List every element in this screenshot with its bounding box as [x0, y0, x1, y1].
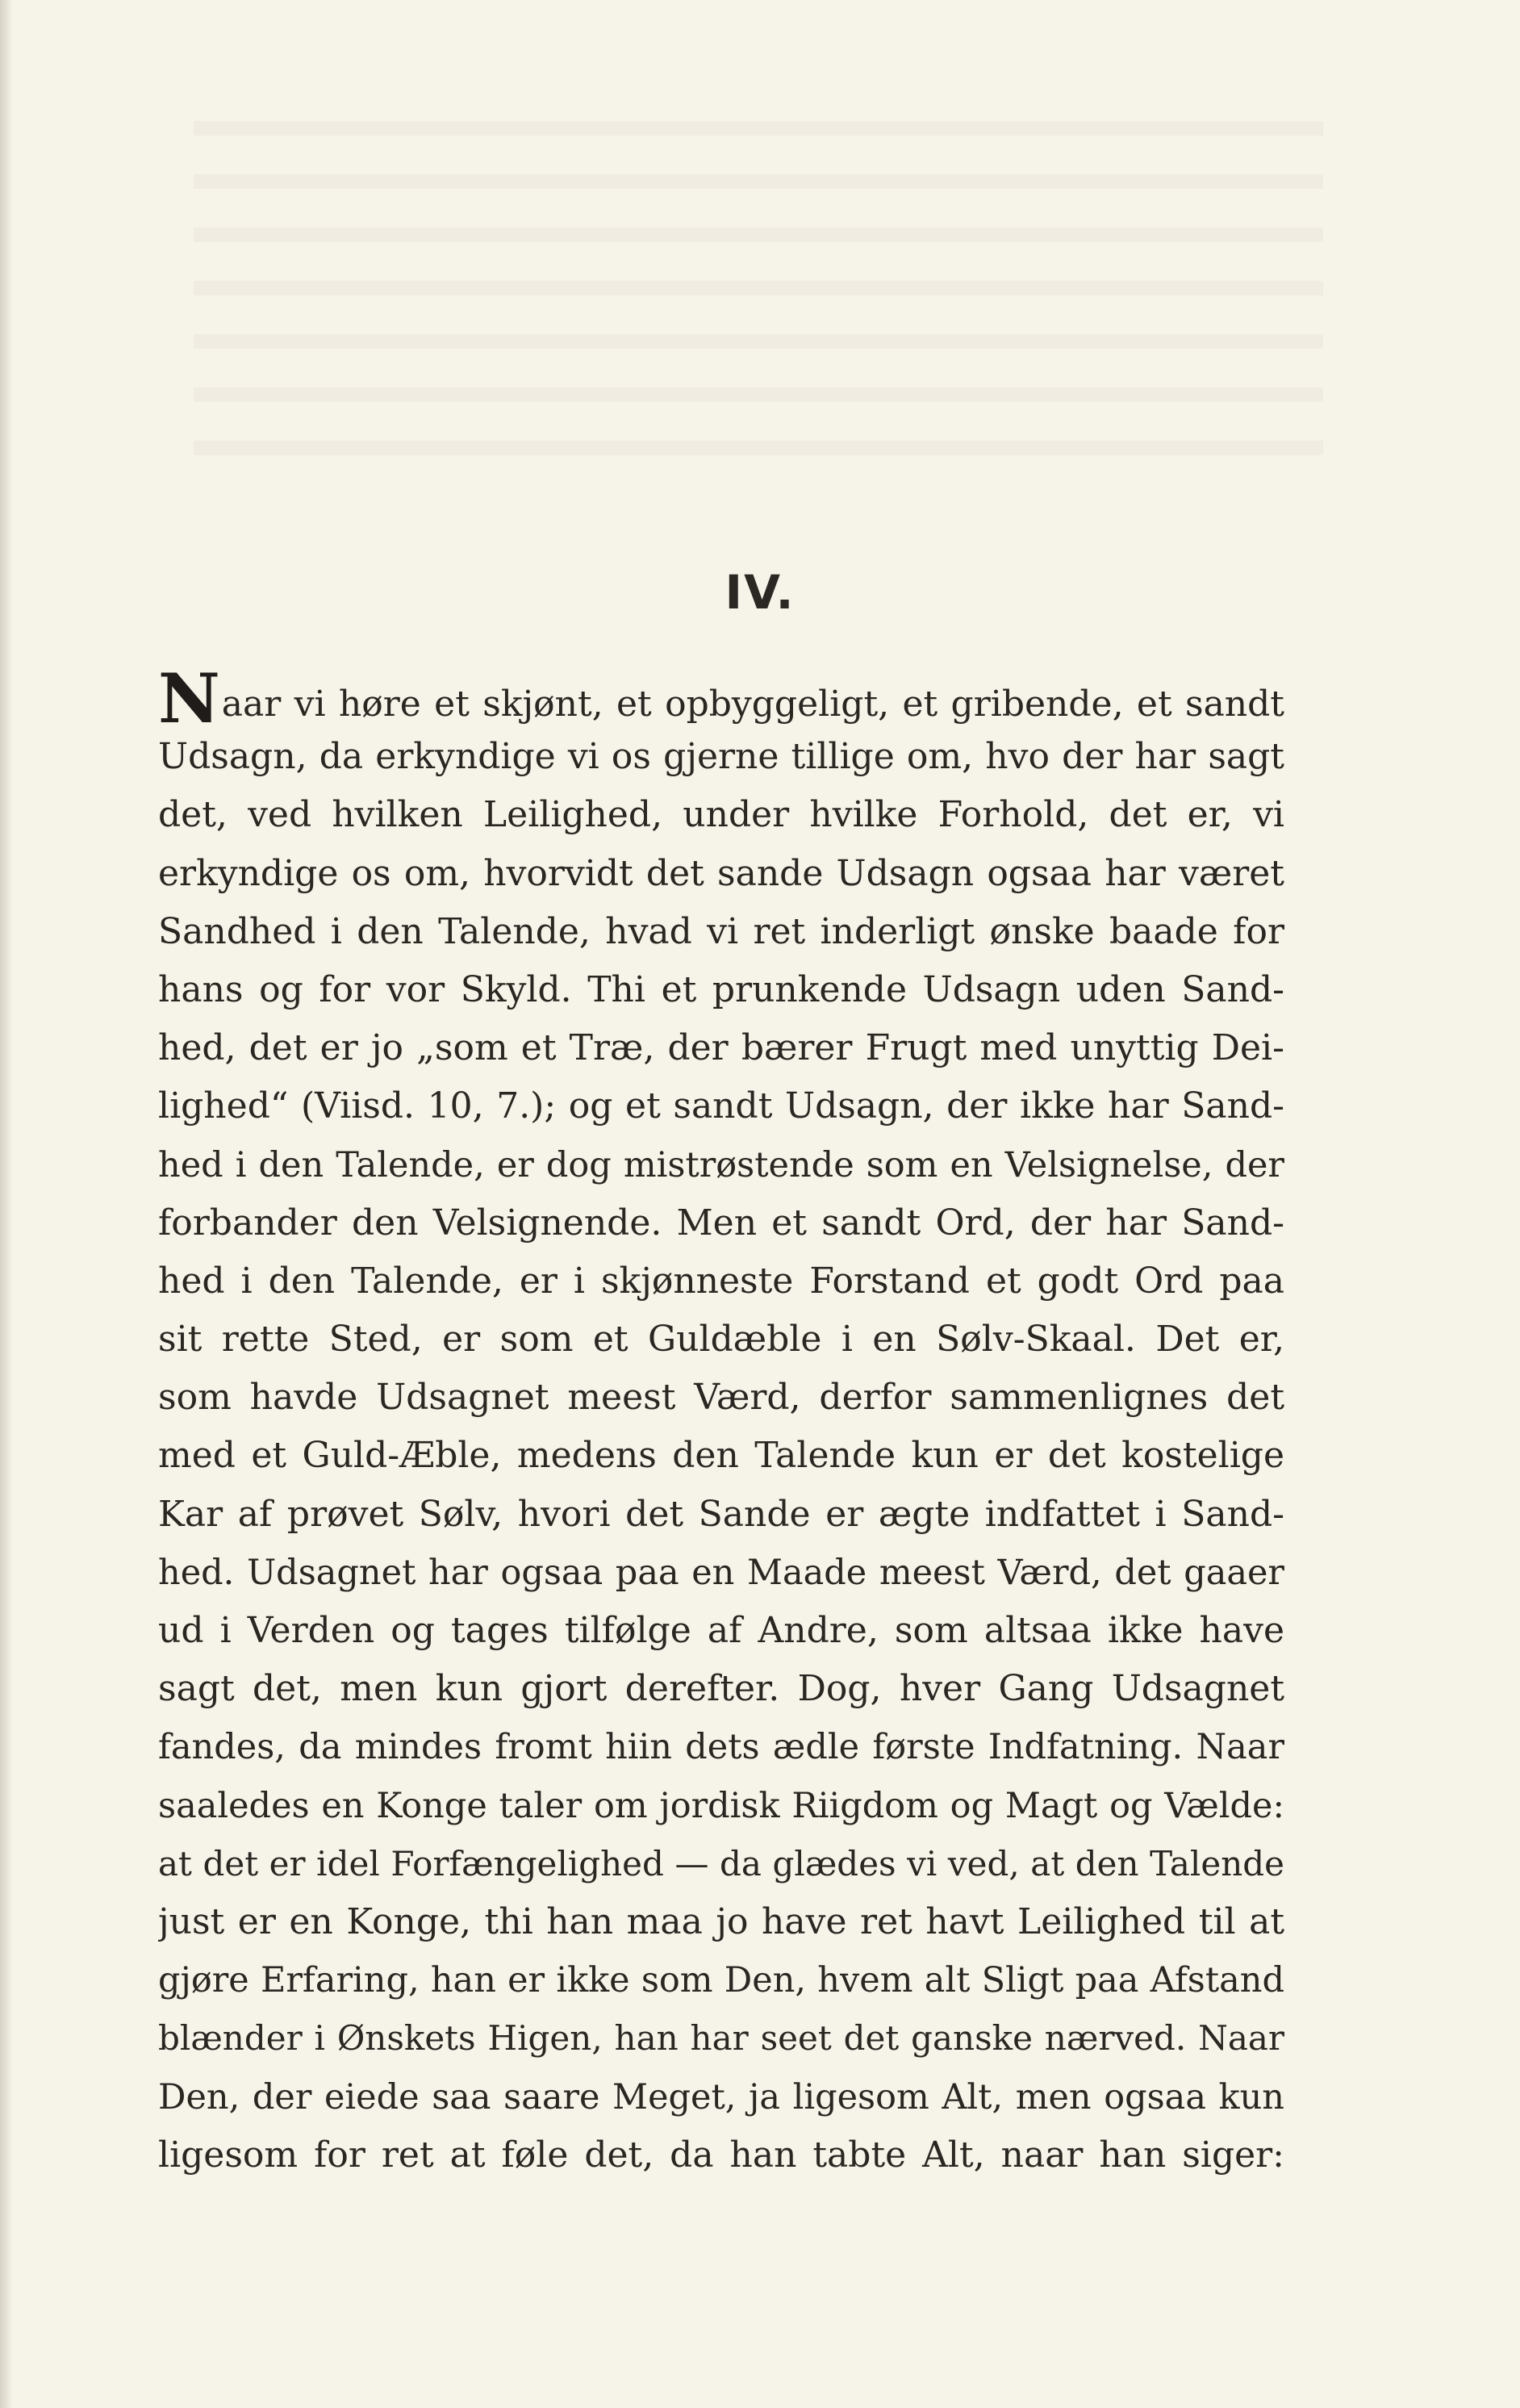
text-line: forbander den Velsignende. Men et sandt Ord, der har Sand-: [158, 1202, 1284, 1244]
text-line: blænder i Ønskets Higen, han har seet det ganske nærved. Naar: [158, 2018, 1284, 2059]
text-line: fandes, da mindes fromt hiin dets ædle første Indfatning. Naar: [158, 1727, 1284, 1768]
text-line: hans og for vor Skyld. Thi et prunkende Udsagn uden Sand-: [158, 968, 1284, 1010]
text-line-content: aar vi høre et skjønt, et opbyggeligt, et gribende, et sandt: [221, 684, 1284, 725]
text-line: det, ved hvilken Leilighed, under hvilke Forhold, det er, vi: [158, 794, 1284, 836]
bleed-through-texture: [194, 121, 1323, 476]
text-line: ligesom for ret at føle det, da han tabte Alt, naar han siger:: [158, 2134, 1284, 2176]
text-line: hed. Udsagnet har ogsaa paa en Maade meest Værd, det gaaer: [158, 1552, 1284, 1593]
text-line: hed, det er jo „som et Træ, der bærer Frugt med unyttig Dei-: [158, 1027, 1284, 1069]
text-line: som havde Udsagnet meest Værd, derfor sammenlignes det: [158, 1377, 1284, 1419]
text-line: at det er idel Forfængelighed — da glædes vi ved, at den Talende: [158, 1843, 1284, 1883]
drop-cap: N: [158, 670, 220, 729]
text-line: hed i den Talende, er dog mistrøstende som en Velsignelse, der: [158, 1144, 1284, 1185]
text-line: sit rette Sted, er som et Guldæble i en Sølv-Skaal. Det er,: [158, 1319, 1284, 1361]
text-line: sagt det, men kun gjort derefter. Dog, hver Gang Udsagnet: [158, 1668, 1284, 1710]
text-line: erkyndige os om, hvorvidt det sande Udsagn ogsaa har været: [158, 852, 1284, 894]
text-line: Sandhed i den Talende, hvad vi ret inderligt ønske baade for: [158, 910, 1284, 952]
text-line: [158, 670, 1284, 728]
text-line: saaledes en Konge taler om jordisk Riigdom og Magt og Vælde:: [158, 1785, 1284, 1826]
page-edge-shadow: [0, 0, 13, 2408]
text-line: hed i den Talende, er i skjønneste Forstand et godt Ord paa: [158, 1260, 1284, 1302]
text-line: lighed“ (Viisd. 10, 7.); og et sandt Udsagn, der ikke har Sand-: [158, 1085, 1284, 1127]
text-line: just er en Konge, thi han maa jo have ret havt Leilighed til at: [158, 1900, 1284, 1942]
text-line: Udsagn, da erkyndige vi os gjerne tillige om, hvo der har sagt: [158, 736, 1284, 778]
chapter-heading: IV.: [725, 565, 795, 620]
text-line: ud i Verden og tages tilfølge af Andre, som altsaa ikke have: [158, 1610, 1284, 1651]
text-line: Den, der eiede saa saare Meget, ja ligesom Alt, men ogsaa kun: [158, 2076, 1284, 2117]
text-line: med et Guld-Æble, medens den Talende kun er det kostelige: [158, 1435, 1284, 1477]
text-line: Kar af prøvet Sølv, hvori det Sande er ægte indfattet i Sand-: [158, 1493, 1284, 1535]
text-line: gjøre Erfaring, han er ikke som Den, hvem alt Sligt paa Afstand: [158, 1960, 1284, 2001]
body-text: [158, 670, 1284, 2184]
